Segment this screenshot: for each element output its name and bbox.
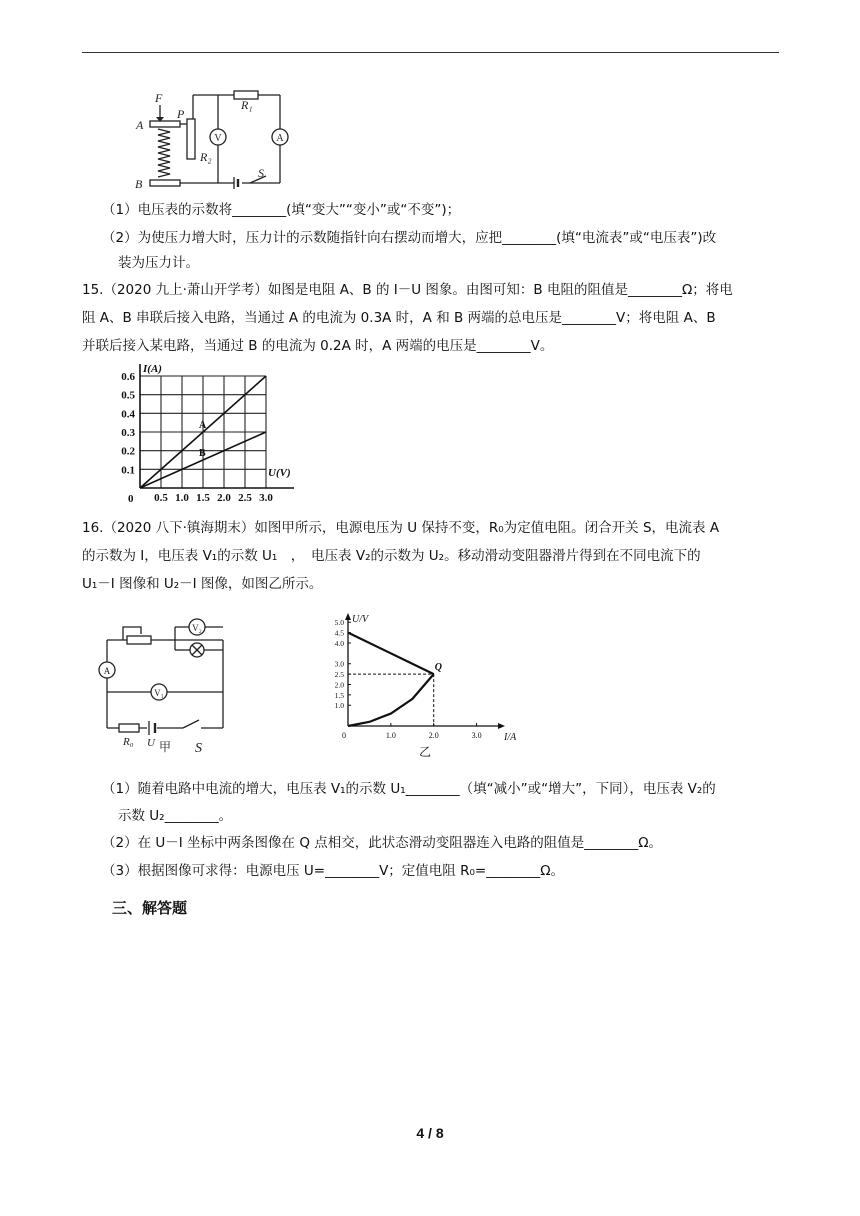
q14-sub1: （1）电压表的示数将________(填“变大”“变小”或“不变”)； bbox=[102, 202, 461, 218]
chart16-y-arrow bbox=[345, 613, 351, 620]
chart15-origin: 0 bbox=[128, 493, 134, 505]
label-A: A bbox=[136, 118, 144, 132]
chart16-ytick: 1.0 bbox=[334, 701, 344, 711]
q15-line3: 并联后接入某电路，当通过 B 的电流为 0.2A 时，A 两端的电压是________V。 bbox=[82, 338, 554, 354]
chart16-ytick: 4.5 bbox=[334, 628, 344, 638]
jia-s-label: S bbox=[195, 741, 202, 756]
q16-line2: 的示数为 I，电压表 V₁的示数 U₁ ， 电压表 V₂的示数为 U₂。移动滑动变阻器滑片得到在不同电流下的 bbox=[82, 548, 701, 564]
q16-ui-chart-yi bbox=[318, 612, 517, 764]
q16-sub2: （2）在 U－I 坐标中两条图像在 Q 点相交，此状态滑动变阻器连入电路的阻值是________Ω。 bbox=[102, 835, 663, 851]
page-number: 4 / 8 bbox=[416, 1125, 444, 1141]
chart15-xtick: 2.0 bbox=[217, 492, 231, 504]
label-S: S bbox=[258, 166, 264, 180]
jia-v1-label: V₁ bbox=[154, 688, 164, 698]
chart16-series-curve bbox=[348, 674, 434, 726]
chart15-ytick: 0.4 bbox=[121, 408, 135, 421]
chart15-ytick: 0.6 bbox=[121, 371, 135, 383]
chart15-ytick: 0.5 bbox=[121, 389, 135, 402]
chart16-ytick: 2.5 bbox=[334, 670, 344, 680]
q16-sub3: （3）根据图像可求得：电源电压 U=________V；定值电阻 R₀=________Ω。 bbox=[102, 863, 565, 879]
voltmeter-label: V bbox=[214, 133, 222, 144]
jia-caption: 甲 bbox=[159, 740, 172, 754]
q14-circuit-figure bbox=[130, 85, 300, 193]
jia-u-label: U bbox=[147, 737, 155, 749]
chart16-xtick: 3.0 bbox=[471, 731, 482, 740]
chart16-origin: 0 bbox=[342, 731, 346, 740]
chart15-series-label-B: B bbox=[199, 448, 206, 459]
label-B: B bbox=[135, 177, 143, 191]
chart16-xtick: 2.0 bbox=[428, 731, 439, 740]
q16-circuit-jia bbox=[95, 620, 235, 755]
chart15-ytick: 0.2 bbox=[121, 445, 135, 458]
chart15-ytick: 0.3 bbox=[121, 427, 135, 439]
chart15-ylabel: I(A) bbox=[143, 363, 162, 375]
q15-iu-chart bbox=[110, 360, 302, 510]
q15-line2: 阻 A、B 串联后接入电路，当通过 A 的电流为 0.3A 时，A 和 B 两端的总电压是________V；将电阻 A、B bbox=[82, 310, 716, 326]
chart16-ytick: 3.0 bbox=[334, 659, 344, 669]
chart16-ytick: 1.5 bbox=[334, 690, 344, 700]
jia-v2-label: V₂ bbox=[192, 623, 202, 633]
jia-r0-label: R₀ bbox=[123, 736, 134, 748]
chart16-q-label: Q bbox=[434, 662, 442, 674]
chart15-xtick: 3.0 bbox=[259, 492, 273, 504]
label-P: P bbox=[177, 107, 185, 121]
label-F: F bbox=[155, 91, 163, 105]
chart15-xlabel: U(V) bbox=[268, 467, 291, 479]
chart16-ytick: 4.0 bbox=[334, 638, 344, 648]
chart15-series-label-A: A bbox=[199, 420, 207, 431]
q16-line3: U₁－I 图像和 U₂－I 图像，如图乙所示。 bbox=[82, 576, 323, 592]
q14-sub2-line1: （2）为使压力增大时，压力计的示数随指针向右摆动而增大，应把________(填“电流表”或“电压表”)改 bbox=[102, 230, 717, 246]
ammeter-label: A bbox=[276, 133, 284, 144]
q16-line1: 16.（2020 八下·镇海期末）如图甲所示，电源电压为 U 保持不变，R₀为定值电阻。闭合开关 S，电流表 A bbox=[82, 520, 720, 536]
chart15-xtick: 1.0 bbox=[175, 492, 189, 504]
label-R1: R₁ bbox=[241, 98, 253, 112]
chart15-ytick: 0.1 bbox=[121, 464, 135, 477]
chart16-xtick: 1.0 bbox=[385, 731, 396, 740]
chart15-xtick: 0.5 bbox=[154, 492, 168, 504]
header-rule bbox=[82, 52, 779, 53]
chart16-ytick: 2.0 bbox=[334, 680, 344, 690]
chart16-x-arrow bbox=[498, 723, 505, 729]
chart16-series-line bbox=[348, 633, 434, 675]
chart15-xtick: 2.5 bbox=[238, 492, 252, 504]
label-R2: R₂ bbox=[200, 150, 212, 164]
q15-line1: 15.（2020 九上·萧山开学考）如图是电阻 A、B 的 I－U 图象。由图可知：B 电阻的阻值是________Ω；将电 bbox=[82, 282, 733, 298]
chart16-xlabel: I/A bbox=[504, 732, 517, 743]
q16-sub1-line1: （1）随着电路中电流的增大，电压表 V₁的示数 U₁________（填“减小”或“增大”，下同），电压表 V₂的 bbox=[102, 781, 716, 797]
chart16-ytick: 5.0 bbox=[334, 618, 344, 628]
section-title: 三、解答题 bbox=[112, 899, 188, 917]
jia-ammeter-label: A bbox=[103, 666, 111, 676]
chart15-xtick: 1.5 bbox=[196, 492, 210, 504]
q14-sub2-line2: 装为压力计。 bbox=[118, 255, 199, 271]
chart16-ylabel: U/V bbox=[352, 614, 369, 625]
q16-sub1-line2: 示数 U₂________。 bbox=[118, 808, 233, 824]
chart16-caption: 乙 bbox=[419, 745, 432, 759]
